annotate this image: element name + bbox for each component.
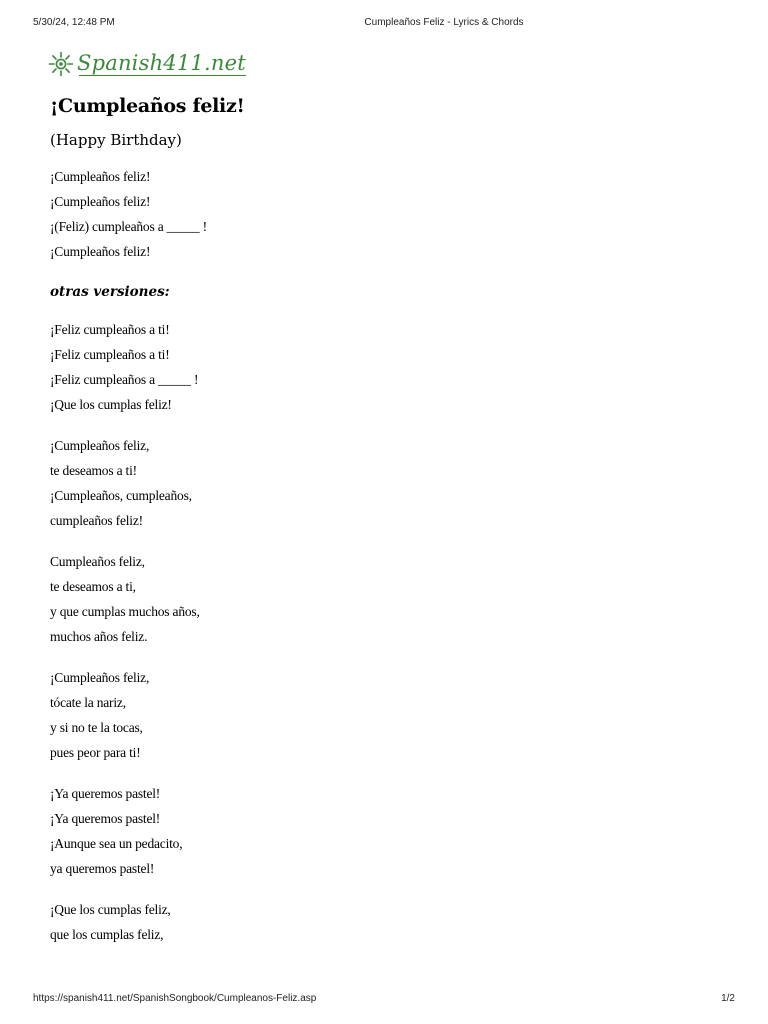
version-stanza xyxy=(50,433,730,533)
print-datetime: 5/30/24, 12:48 PM xyxy=(33,17,115,28)
version-stanza xyxy=(50,317,730,417)
lyric-line: ¡Cumpleaños feliz, xyxy=(50,670,150,685)
version-stanza xyxy=(50,665,730,765)
lyric-line: ¡Cumpleaños feliz! xyxy=(50,169,151,184)
lyric-line: te deseamos a ti, xyxy=(50,579,136,594)
lyric-line: ¡(Feliz) cumpleaños a _____ ! xyxy=(50,219,207,234)
lyric-line: ya queremos pastel! xyxy=(50,861,155,876)
main-stanza xyxy=(50,164,730,264)
lyric-line: que los cumplas feliz, xyxy=(50,927,164,942)
song-subtitle: (Happy Birthday) xyxy=(50,131,182,149)
lyric-line: muchos años feliz. xyxy=(50,629,148,644)
lyric-line: ¡Que los cumplas feliz! xyxy=(50,397,172,412)
site-logo[interactable] xyxy=(48,47,246,81)
lyric-line: ¡Feliz cumpleaños a ti! xyxy=(50,347,170,362)
song-title: ¡Cumpleaños feliz! xyxy=(50,95,245,117)
lyric-line: ¡Cumpleaños feliz, xyxy=(50,438,150,453)
page-number: 1/2 xyxy=(721,993,735,1004)
version-stanza xyxy=(50,897,730,947)
lyric-line: ¡Cumpleaños feliz! xyxy=(50,194,151,209)
versions-list xyxy=(50,317,730,947)
print-header xyxy=(0,17,768,31)
lyric-line: y que cumplas muchos años, xyxy=(50,604,200,619)
lyric-line: Cumpleaños feliz, xyxy=(50,554,145,569)
lyric-line: ¡Cumpleaños, cumpleaños, xyxy=(50,488,192,503)
lyric-line: ¡Ya queremos pastel! xyxy=(50,786,161,801)
print-page-title: Cumpleaños Feliz - Lyrics & Chords xyxy=(364,17,524,28)
sun-icon xyxy=(48,51,74,77)
lyric-line: ¡Cumpleaños feliz! xyxy=(50,244,151,259)
page-url: https://spanish411.net/SpanishSongbook/Cumpleanos-Feliz.asp xyxy=(33,993,317,1004)
lyric-line: ¡Ya queremos pastel! xyxy=(50,811,161,826)
lyric-line: pues peor para ti! xyxy=(50,745,141,760)
lyric-line: ¡Feliz cumpleaños a ti! xyxy=(50,322,170,337)
version-stanza xyxy=(50,781,730,881)
lyric-line: y si no te la tocas, xyxy=(50,720,143,735)
lyric-line: ¡Que los cumplas feliz, xyxy=(50,902,171,917)
logo-text: Spanish411.net xyxy=(77,51,246,75)
song-content xyxy=(50,92,730,947)
versions-heading: otras versiones: xyxy=(50,284,170,300)
lyric-line: te deseamos a ti! xyxy=(50,463,137,478)
lyric-line: ¡Aunque sea un pedacito, xyxy=(50,836,183,851)
lyric-line: ¡Feliz cumpleaños a _____ ! xyxy=(50,372,199,387)
lyric-line: tócate la nariz, xyxy=(50,695,126,710)
version-stanza xyxy=(50,549,730,649)
lyric-line: cumpleaños feliz! xyxy=(50,513,143,528)
